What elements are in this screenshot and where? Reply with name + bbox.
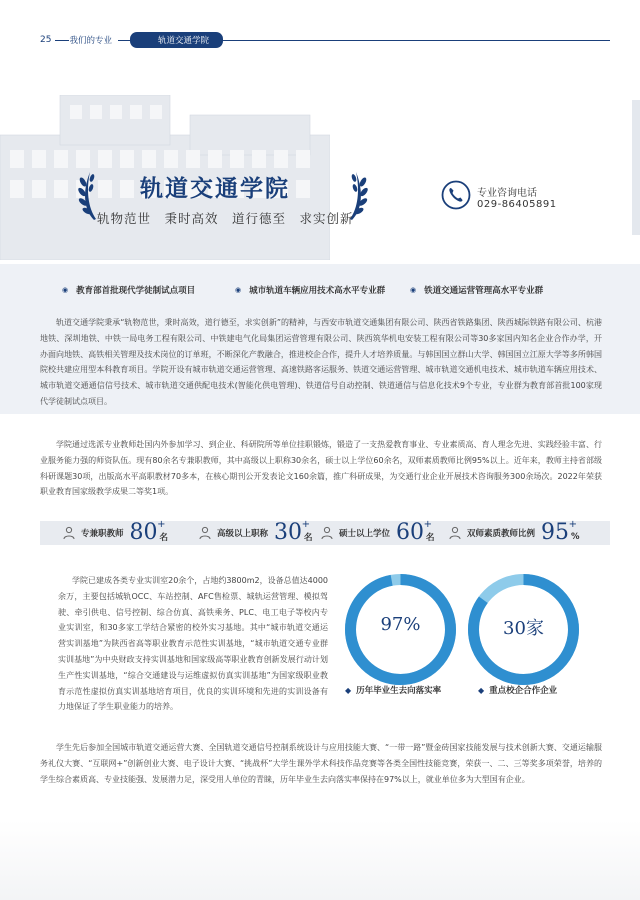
faculty-paragraph: 学院通过选派专业教师赴国内外参加学习、到企业、科研院所等单位挂职锻炼，锻造了一支热爱教育事业、专业素质高、育人理念先进、实践经验丰富、行业服务能力强的师资队伍。现有80余名专兼职教师，其中高级以上职称30余名，硕士以上学位60余名，双师素质教师比例95%以上。近年来，教师主持省部级科研课题30项，出版高水平高职教材70多本，在核心期刊公开发表论文160余篇，推广科研成果，为交通行业企业开展技术咨询服务300余场次。2022年荣获职业教育国家级教学成果二等奖1项。 — [40, 440, 602, 497]
ring-caption: ◆ 历年毕业生去向落实率 — [345, 685, 442, 696]
stat-value: 60 + — [396, 519, 433, 545]
stat-unit: 名 — [426, 533, 435, 543]
header-rule — [40, 40, 610, 41]
ring-caption: ◆ 重点校企合作企业 — [478, 685, 558, 696]
honor-badges — [62, 284, 543, 296]
ring-value: 30家 — [503, 618, 544, 639]
stat-unit: 名 — [159, 533, 169, 543]
stat-unit: 名 — [304, 533, 313, 543]
stat-label: 专兼职教师 — [81, 529, 124, 539]
stat-value: 30 + — [274, 519, 311, 545]
bullet-icon: ◆ — [345, 685, 352, 695]
stat-label: 高级以上职称 — [217, 529, 269, 539]
page-number: 25 — [40, 35, 55, 45]
badge-item — [235, 284, 410, 296]
badge-label: 城市轨道车辆应用技术高水平专业群 — [249, 286, 386, 296]
stat-label: 双师素质教师比例 — [467, 529, 536, 539]
college-motto: 轨物范世 秉时高效 道行德至 求实创新 — [97, 211, 354, 226]
awards-paragraph: 学生先后参加全国城市轨道交通运营大赛、全国轨道交通信号控制系统设计与应用技能大赛、“一带一路”暨金砖国家技能发展与技术创新大赛、交通运输服务礼仪大赛、“互联网+”创新创业大赛、电子设计大赛、“挑战杯”大学生课外学术科技作品竞赛等各类全国性技能竞赛，荣获一、二、三等奖多项荣誉，培养的学生综合素质高、专业技能强、发展潜力足，深受用人单位的青睐，历年毕业生去向落实率保持在97%以上，就业单位多为大型国有企业。 — [40, 743, 602, 784]
phone-label: 专业咨询电话 — [477, 188, 537, 199]
teacher-icon — [448, 526, 462, 540]
badge-item — [410, 284, 543, 296]
bullet-icon: ◉ — [62, 286, 69, 294]
badge-label: 铁道交通运营管理高水平专业群 — [424, 286, 544, 296]
teacher-icon — [198, 526, 212, 540]
bottom-decoration — [0, 820, 640, 900]
badge-label: 教育部首批现代学徒制试点项目 — [76, 286, 196, 296]
bullet-icon: ◆ — [478, 685, 485, 695]
stat-unit: % — [571, 532, 580, 542]
stat-value: 80 + — [129, 519, 166, 545]
stat-item — [62, 521, 168, 545]
phone-number: 029-86405891 — [477, 199, 557, 210]
page-header — [40, 33, 223, 47]
stat-value: 95 + — [541, 519, 578, 545]
stat-item — [198, 521, 313, 545]
page-title: 轨道交通学院 — [140, 176, 290, 202]
faculty-stats-bar — [40, 521, 610, 545]
stat-label: 硕士以上学位 — [339, 529, 391, 539]
stat-item — [320, 521, 435, 545]
stat-item — [448, 521, 580, 545]
college-tab: 轨道交通学院 — [130, 32, 223, 48]
teacher-icon — [62, 526, 76, 540]
ring-value: 97% — [380, 614, 421, 635]
phone-icon — [441, 180, 471, 210]
bullet-icon: ◉ — [410, 286, 417, 294]
badge-item — [62, 284, 235, 296]
page-edge-decoration — [632, 100, 640, 235]
section-title: 我们的专业 — [69, 34, 118, 46]
bullet-icon: ◉ — [235, 286, 242, 294]
intro-paragraph: 轨道交通学院秉承“轨物范世，秉时高效，道行德至，求实创新”的精神，与西安市轨道交通集团有限公司、陕西省铁路集团、陕西城际铁路有限公司、杭港地铁、深圳地铁、中铁一局电务工程有限公司、中铁建电气化局集团运营管理有限公司、陕西筑华机电安装工程有限公司等30多家国内知名企业合作办学，开办面向地铁、高铁相关管理及技术岗位的订单班，不断深化产教融合，推进校企合作，提升人才培养质量。与韩国国立群山大学、韩国国立江原大学等多所韩国院校共建应用型本科教育项目。学院开设有城市轨道交通运营管理、高速铁路客运服务、铁道交通运营管理、城市轨道交通机电技术、城市轨道车辆应用技术、城市轨道交通通信信号技术、城市轨道交通供配电技术(智能化供电管理)、铁道信号自动控制、铁道通信与信息化技术9个专业，专业群为教育部首批100家现代学徒制试点项目。 — [40, 318, 602, 406]
teacher-icon — [320, 526, 334, 540]
labs-paragraph: 学院已建成各类专业实训室20余个，占地约3800m2，设备总值达4000余万，主要包括城轨OCC、车站控制、AFC售检票、城轨运营管理、模拟驾驶、牵引供电、信号控制、综合仿真、高铁乘务、PLC、电工电子等校内专业实训室，和30多家工学结合紧密的校外实习基地。其中“城市轨道交通运营实训基地”为陕西省高等职业教育示范性实训基地，“城市轨道交通专业群实训基地”为中央财政支持实训基地和国家级高等职业教育创新发展行动计划生产性实训基地，“综合交通建设与运维虚拟仿真实训基地”为国家级职业教育示范性虚拟仿真实训基地培育项目，优良的实训环境和先进的实训设备有力地保证了学生职业能力的培养。 — [58, 576, 328, 712]
